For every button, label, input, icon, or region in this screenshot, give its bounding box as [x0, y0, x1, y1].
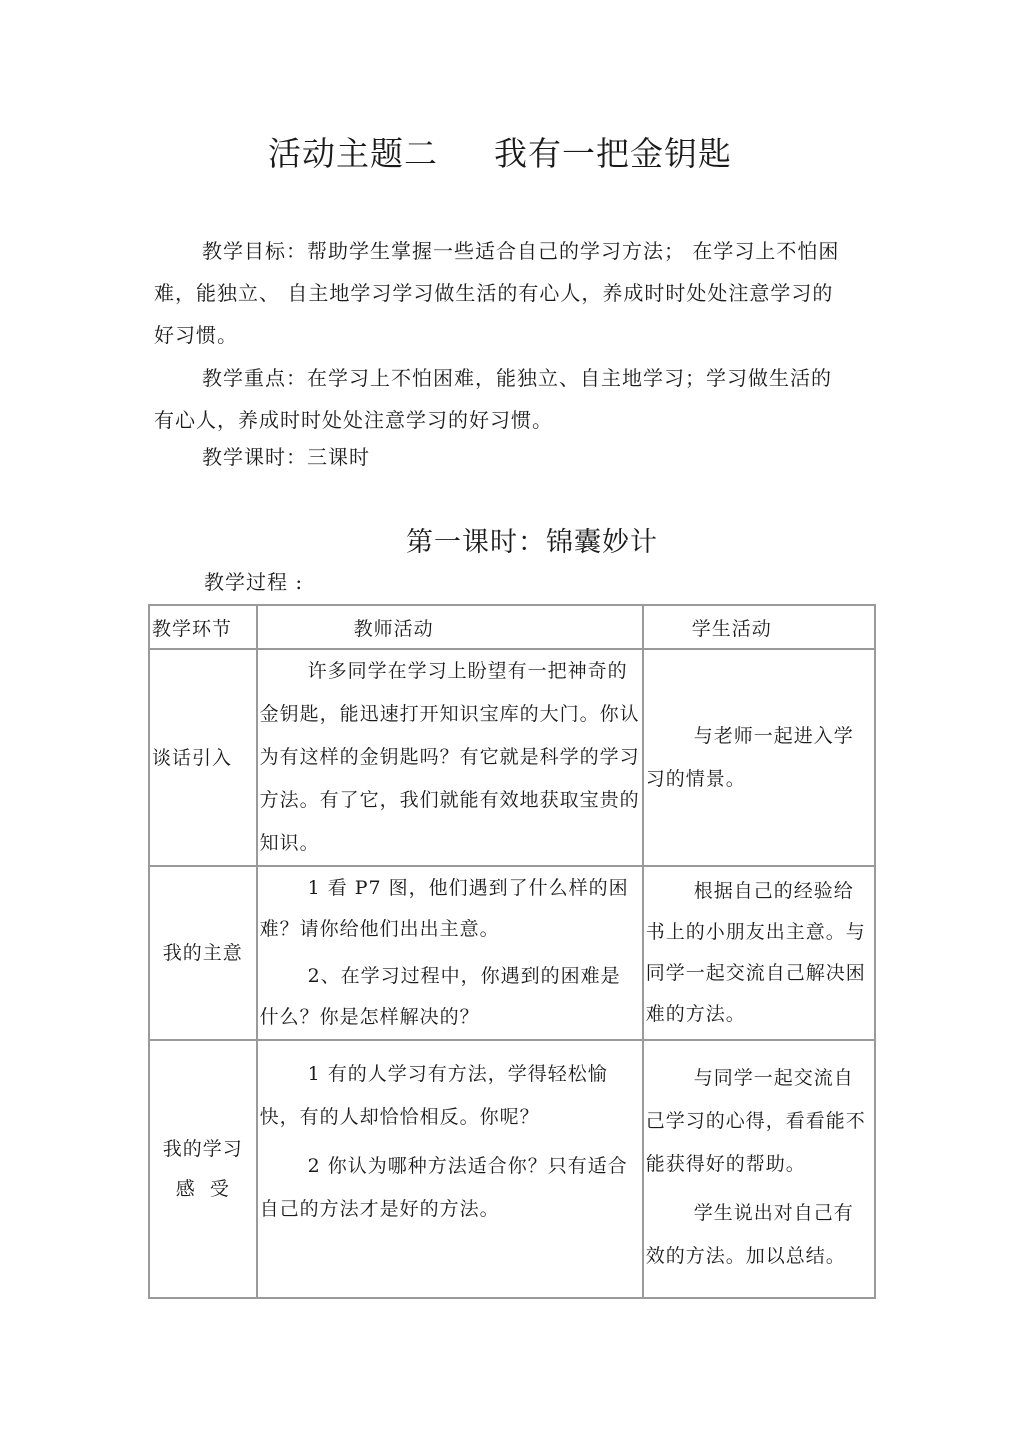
table-row — [149, 649, 875, 866]
teacher-text: 2 你认为哪种方法适合你？只有适合自己的方法才是好的方法。 — [259, 1155, 628, 1220]
main-title — [0, 128, 1000, 175]
header-stage: 教学环节 — [149, 605, 257, 649]
student-activity-cell — [643, 649, 875, 866]
process-label: 教学过程 : — [204, 570, 304, 594]
teacher-activity-cell — [257, 866, 643, 1040]
theme-name: 我有一把金钥匙 — [494, 134, 732, 173]
stage-line: 我的学习 — [162, 1138, 243, 1160]
header-student: 学生活动 — [643, 605, 875, 649]
lesson-title: 第一课时：锦囊妙计 — [406, 527, 658, 558]
theme-label: 活动主题二 — [268, 134, 438, 173]
teacher-text: 1 看 P7 图，他们遇到了什么样的困难？请你给他们出出主意。 — [259, 877, 629, 940]
teacher-text: 许多同学在学习上盼望有一把神奇的金钥匙，能迅速打开知识宝库的大门。你认为有这样的金钥匙吗？有它就是科学的学习方法。有了它，我们就能有效地获取宝贵的知识。 — [259, 660, 640, 854]
teacher-activity-cell — [257, 1040, 643, 1298]
header-teacher: 教师活动 — [257, 605, 643, 649]
table-row — [149, 1040, 875, 1298]
class-hours: 教学课时：三课时 — [202, 445, 370, 469]
student-text: 根据自己的经验给书上的小朋友出主意。与同学一起交流自己解决困难的方法。 — [645, 880, 866, 1025]
teaching-key-points: 教学重点：在学习上不怕困难，能独立、自主地学习；学习做生活的有心人，养成时时处处注意学习的好习惯。 — [154, 366, 832, 432]
lesson-plan-table — [148, 604, 876, 1299]
teacher-activity-cell — [257, 649, 643, 866]
table-header-row — [149, 605, 875, 649]
teaching-objectives: 教学目标：帮助学生掌握一些适合自己的学习方法； 在学习上不怕困难，能独立、 自主地学习学习做生活的有心人，养成时时处处注意学习的好习惯。 — [154, 239, 840, 347]
teacher-text: 1 有的人学习有方法，学得轻松愉快，有的人却恰恰相反。你呢？ — [259, 1063, 608, 1128]
stage-line: 感 受 — [175, 1178, 230, 1200]
student-text: 与老师一起进入学习的情景。 — [645, 724, 854, 790]
stage-cell — [149, 1040, 257, 1298]
teacher-text: 2、在学习过程中，你遇到的困难是什么？你是怎样解决的？ — [259, 965, 621, 1028]
stage-cell: 我的主意 — [149, 866, 257, 1040]
table-row — [149, 866, 875, 1040]
stage-cell: 谈话引入 — [149, 649, 257, 866]
student-activity-cell — [643, 866, 875, 1040]
student-activity-cell — [643, 1040, 875, 1298]
student-text: 学生说出对自己有效的方法。加以总结。 — [645, 1202, 854, 1267]
student-text: 与同学一起交流自己学习的心得，看看能不能获得好的帮助。 — [645, 1067, 866, 1175]
